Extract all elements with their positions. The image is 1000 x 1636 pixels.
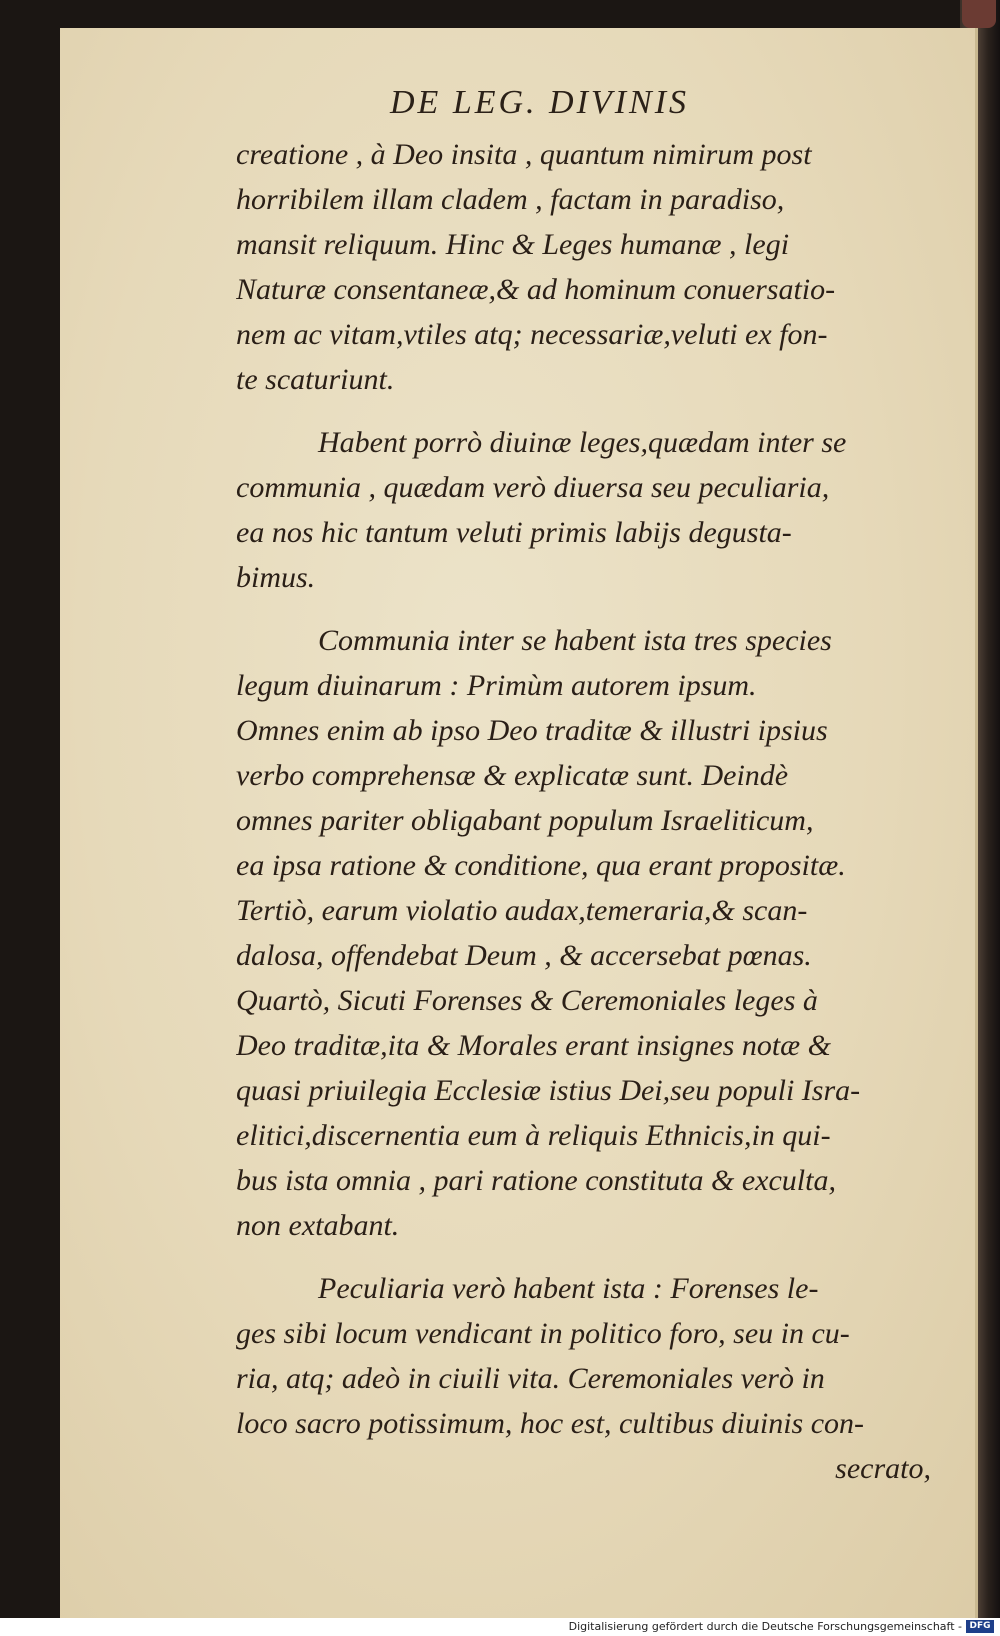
paragraph-gap [236,1248,951,1266]
text-line: verbo comprehensæ & explicatæ sunt. Deindè [236,759,789,792]
text-line: Omnes enim ab ipso Deo traditæ & illustri ipsius [236,714,828,747]
text-line: bus ista omnia , pari ratione constituta & exculta, [236,1164,836,1197]
text-line: mansit reliquum. Hinc & Leges humanæ , legi [236,228,790,261]
text-line: legum diuinarum : Primùm autorem ipsum. [236,669,757,702]
text-line: Communia inter se habent ista tres species [318,624,832,657]
text-line: Tertiò, earum violatio audax,temeraria,& scan- [236,894,808,927]
book-page [60,28,978,1618]
text-line: quasi priuilegia Ecclesiæ istius Dei,seu populi Isra- [236,1074,861,1107]
page-content [60,28,975,1618]
text-line: Peculiaria verò habent ista : Forenses le- [318,1272,819,1305]
text-line: Habent porrò diuinæ leges,quædam inter se [318,426,847,459]
dfg-logo-icon: DFG [966,1620,994,1633]
paragraph-gap [236,402,951,420]
text-line: omnes pariter obligabant populum Israeliticum, [236,804,814,837]
text-line: non extabant. [236,1209,400,1242]
funding-credit: Digitalisierung gefördert durch die Deutsche Forschungsgemeinschaft - [568,1620,962,1633]
catchword: secrato, [835,1452,931,1485]
paragraph-3 [236,618,951,1248]
corner-mark [962,0,996,28]
text-line: dalosa, offendebat Deum , & accersebat pœnas. [236,939,812,972]
text-line: ea ipsa ratione & conditione, qua erant propositæ. [236,849,846,882]
running-head: DE LEG. DIVINIS [390,84,690,121]
footer-credit-bar [0,1618,1000,1636]
text-line: te scaturiunt. [236,363,395,396]
text-line: ria, atq; adeò in ciuili vita. Ceremoniales verò in [236,1362,825,1395]
text-line: loco sacro potissimum, hoc est, cultibus diuinis con- [236,1407,865,1440]
text-line: ges sibi locum vendicant in politico foro, seu in cu- [236,1317,850,1350]
paragraph-4 [236,1266,951,1446]
paragraph-2 [236,420,951,600]
text-line: Naturæ consentaneæ,& ad hominum conuersatio- [236,273,836,306]
paragraph-1 [236,132,951,402]
text-line: nem ac vitam,vtiles atq; necessariæ,veluti ex fon- [236,318,828,351]
text-line: creatione , à Deo insita , quantum nimirum post [236,138,812,171]
text-line: horribilem illam cladem , factam in paradiso, [236,183,785,216]
text-line: Quartò, Sicuti Forenses & Ceremoniales leges à [236,984,818,1017]
text-line: ea nos hic tantum veluti primis labijs degusta- [236,516,792,549]
text-line: elitici,discernentia eum à reliquis Ethnicis,in qui- [236,1119,831,1152]
text-line: bimus. [236,561,316,594]
paragraph-gap [236,600,951,618]
text-block [236,132,951,1491]
text-line: Deo traditæ,ita & Morales erant insignes notæ & [236,1029,832,1062]
text-line: communia , quædam verò diuersa seu peculiaria, [236,471,830,504]
